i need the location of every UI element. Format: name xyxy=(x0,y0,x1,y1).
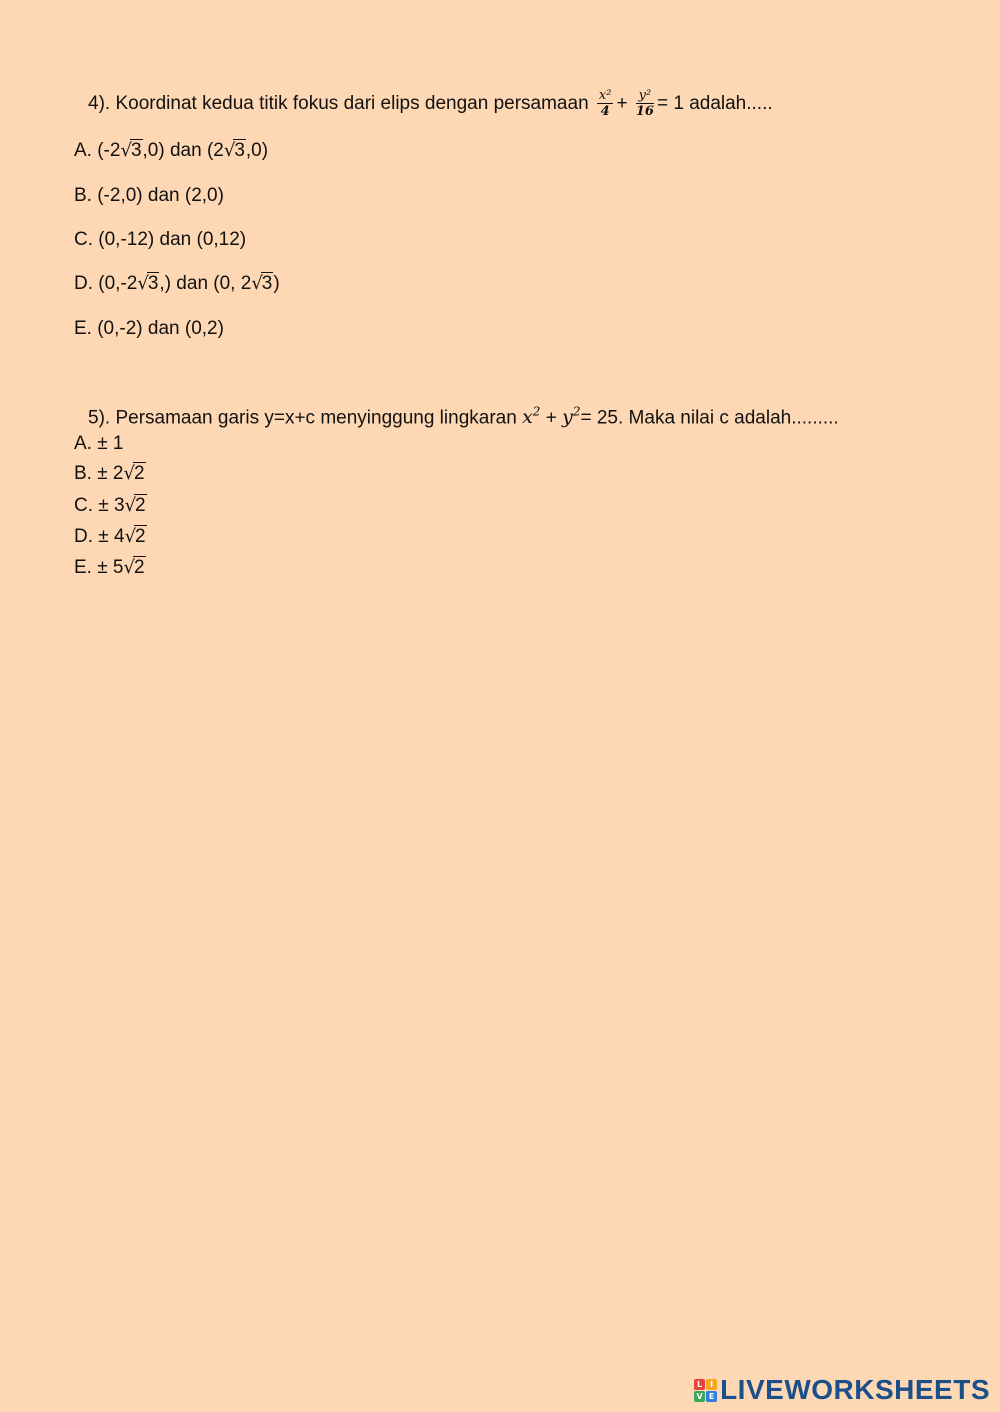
question-4-prefix: 4). Koordinat kedua titik fokus dari elips dengan persamaan xyxy=(88,93,589,115)
liveworksheets-icon xyxy=(694,1379,717,1402)
question-4 xyxy=(88,88,773,120)
q5-option-c[interactable]: C. ± 3√2 xyxy=(74,495,146,516)
fraction-y2-over-16: $\frac{\text{y²}}{16}$ xyxy=(635,88,654,119)
q4-option-b[interactable]: B. (-2,0) dan (2,0) xyxy=(74,185,224,206)
plus-sign: + xyxy=(545,407,557,429)
q5-option-e[interactable]: E. ± 5√2 xyxy=(74,557,145,578)
q4-option-a[interactable]: A. (-2√3,0) dan (2√3,0) xyxy=(74,140,269,161)
q4-option-d[interactable]: D. (0,-2√3,) dan (0, 2√3) xyxy=(74,273,280,294)
liveworksheets-logo xyxy=(694,1374,990,1406)
fraction-x2-over-4: $\frac{\text{x²}}{4}$ xyxy=(598,88,612,119)
question-4-suffix: adalah..... xyxy=(689,93,773,115)
q4-option-c[interactable]: C. (0,-12) dan (0,12) xyxy=(74,229,247,250)
logo-tile-l: L xyxy=(694,1379,705,1390)
logo-tile-v: V xyxy=(694,1391,705,1402)
logo-tile-i: I xyxy=(706,1379,717,1390)
q5-option-d[interactable]: D. ± 4√2 xyxy=(74,526,146,547)
y-squared: $y^2$ xyxy=(562,405,581,429)
plus-sign: + xyxy=(616,93,628,115)
question-5-prefix: 5). Persamaan garis y=x+c menyinggung lingkaran xyxy=(88,407,517,429)
question-5 xyxy=(88,405,839,429)
q4-option-e[interactable]: E. (0,-2) dan (0,2) xyxy=(74,318,224,339)
logo-text: LIVEWORKSHEETS xyxy=(720,1374,990,1405)
x-squared: $x^2$ xyxy=(522,405,541,429)
logo-tile-e: E xyxy=(706,1391,717,1402)
question-5-suffix: = 25. Maka nilai c adalah......... xyxy=(580,407,839,429)
q5-option-b[interactable]: B. ± 2√2 xyxy=(74,463,145,484)
equals-one: = 1 xyxy=(656,93,684,115)
q5-option-a[interactable]: A. ± 1 xyxy=(74,433,124,454)
